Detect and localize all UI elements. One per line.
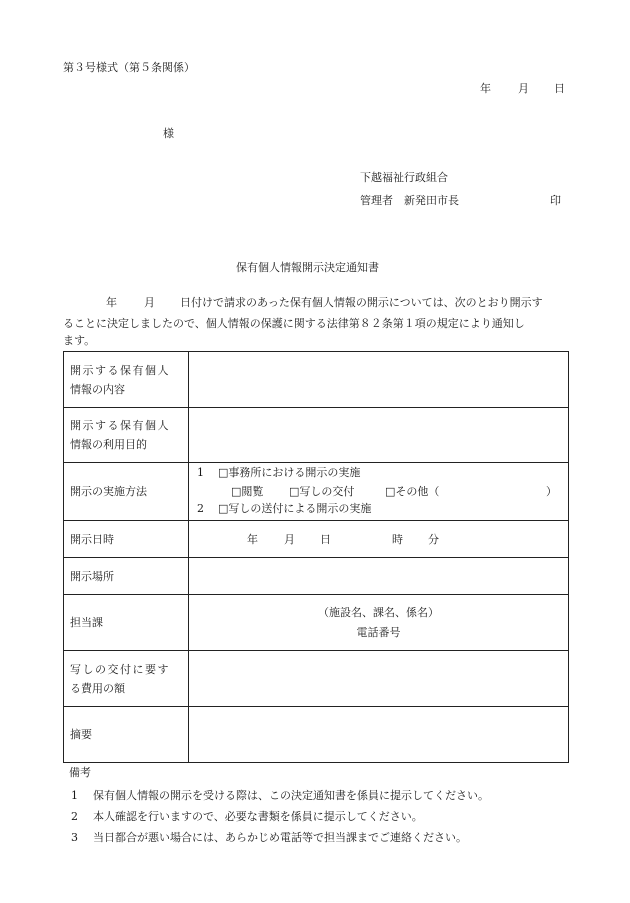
document-title: 保有個人情報開示決定通知書 — [236, 261, 379, 274]
issuer-title: 管理者 新発田市長 — [360, 194, 459, 207]
note-3-text: 当日都合が悪い場合には、あらかじめ電話等で担当課までご連絡ください。 — [93, 831, 467, 844]
table-row — [64, 463, 569, 521]
dept-line2: 電話番号 — [356, 625, 401, 639]
method-line-1-options — [189, 482, 568, 501]
issuer-organization: 下越福祉行政組合 — [360, 171, 448, 184]
fee-label-cell — [64, 651, 189, 707]
datetime-day: 日 — [320, 532, 331, 546]
method-1-number: 1 — [197, 466, 204, 479]
purpose-label-line2: 情報の利用目的 — [70, 438, 147, 451]
datetime-minute: 分 — [428, 532, 439, 546]
method-line-2 — [189, 501, 568, 520]
dept-line1: （施設名、課名、係名） — [318, 605, 439, 619]
datetime-value-cell — [189, 521, 569, 558]
method-line-1 — [189, 463, 568, 482]
place-label-cell: 開示場所 — [64, 558, 189, 595]
addressee-suffix: 様 — [163, 127, 174, 140]
intro-line3: ます。 — [63, 334, 96, 347]
content-label-line1: 開示する保有個人 — [70, 363, 170, 377]
date-month-label: 月 — [518, 82, 529, 95]
date-day-label: 日 — [554, 82, 565, 95]
datetime-month: 月 — [284, 532, 295, 546]
datetime-hour: 時 — [392, 532, 403, 546]
fee-label-line2: る費用の額 — [70, 681, 125, 695]
summary-value-cell — [189, 707, 569, 763]
purpose-label-line1: 開示する保有個人 — [70, 419, 170, 432]
dept-label-cell: 担当課 — [64, 595, 189, 651]
intro-year: 年 — [106, 296, 117, 309]
datetime-year: 年 — [247, 532, 258, 546]
method-2-number: 2 — [197, 502, 204, 515]
option-copy-delivery: □写しの交付 — [289, 485, 355, 498]
table-row — [64, 595, 569, 651]
option-other: □その他（ — [385, 485, 440, 498]
option-inspection: □閲覧 — [231, 485, 264, 498]
disclosure-form-table — [63, 351, 569, 763]
dept-value-cell — [189, 595, 569, 651]
table-row — [64, 521, 569, 558]
method-value-cell — [189, 463, 569, 521]
option-other-close: ） — [546, 485, 557, 498]
note-2-text: 本人確認を行いますので、必要な書類を係員に提示してください。 — [93, 810, 423, 823]
date-year-label: 年 — [480, 82, 491, 95]
table-row — [64, 558, 569, 595]
note-1-text: 保有個人情報の開示を受ける際は、この決定通知書を係員に提示してください。 — [93, 789, 489, 802]
content-label-line2: 情報の内容 — [70, 382, 125, 396]
table-row — [64, 651, 569, 707]
note-1-number: 1 — [71, 789, 78, 802]
method-1-checkbox-label: □事務所における開示の実施 — [218, 466, 361, 479]
intro-month: 月 — [144, 296, 155, 309]
method-2-checkbox-label: □写しの送付による開示の実施 — [218, 502, 372, 515]
purpose-label-cell — [64, 408, 189, 463]
method-label-cell: 開示の実施方法 — [64, 463, 189, 521]
summary-label-cell: 摘要 — [64, 707, 189, 763]
table-row — [64, 352, 569, 408]
datetime-line — [189, 530, 568, 549]
datetime-label-cell: 開示日時 — [64, 521, 189, 558]
fee-value-cell — [189, 651, 569, 707]
fee-label-line1: 写しの交付に要す — [70, 662, 170, 676]
content-value-cell — [189, 352, 569, 408]
purpose-value-cell — [189, 408, 569, 463]
place-value-cell — [189, 558, 569, 595]
intro-line1: 日付けで請求のあった保有個人情報の開示については、次のとおり開示す — [180, 296, 543, 309]
intro-line2: ることに決定しましたので、個人情報の保護に関する法律第８２条第１項の規定により通知し — [63, 317, 525, 330]
form-number: 第３号様式（第５条関係） — [63, 61, 195, 74]
note-3-number: 3 — [71, 831, 78, 844]
table-row — [64, 707, 569, 763]
note-2-number: 2 — [71, 810, 78, 823]
seal-mark: 印 — [550, 194, 561, 207]
content-label-cell — [64, 352, 189, 408]
table-row — [64, 408, 569, 463]
notes-heading: 備考 — [69, 766, 91, 779]
